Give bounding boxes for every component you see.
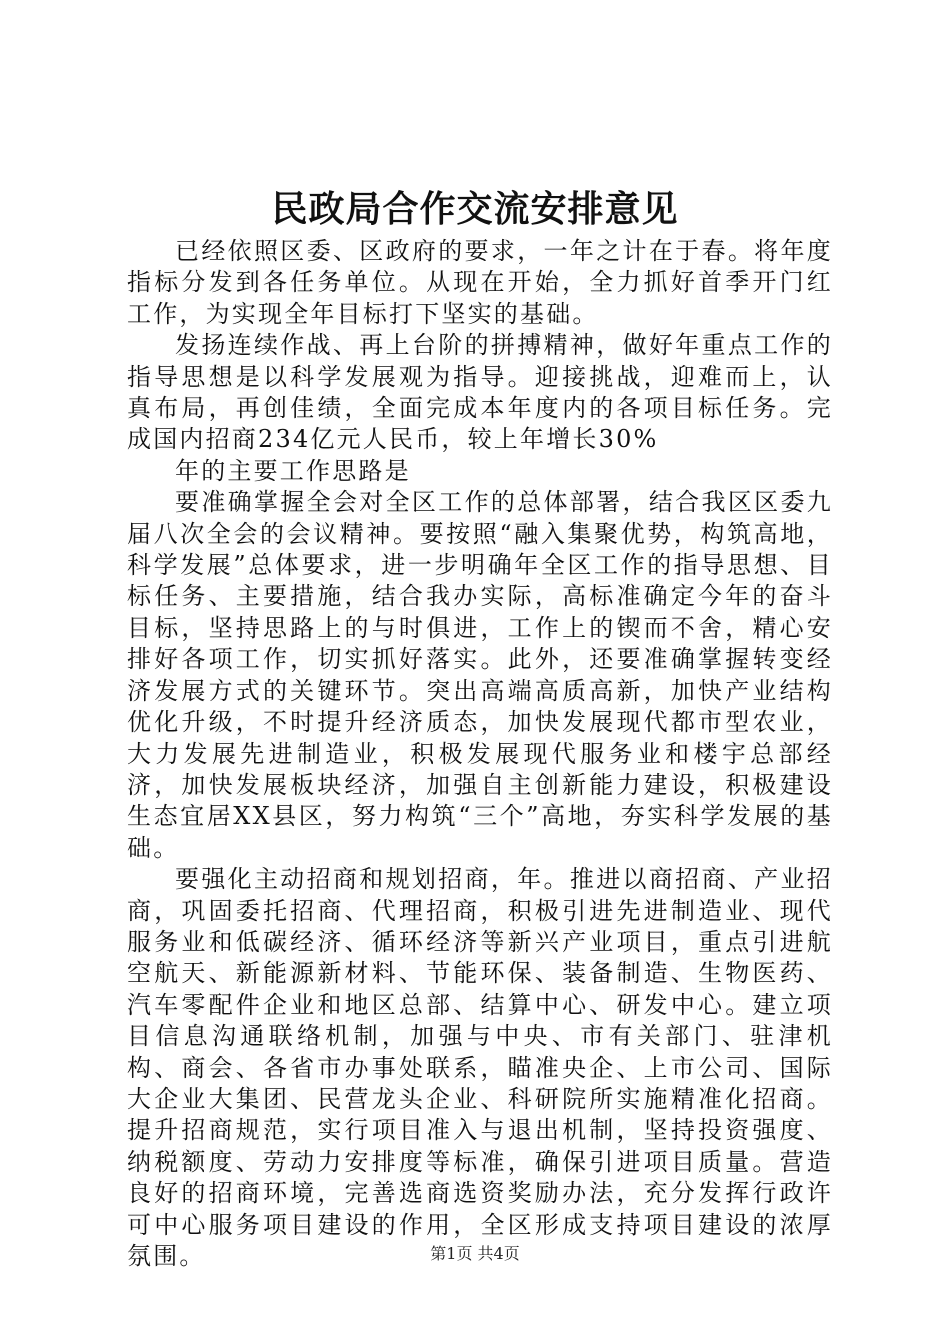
paragraph-4: 要准确掌握全会对全区工作的总体部署，结合我区区委九届八次全会的会议精神。要按照“融入集聚优势，构筑高地，科学发展”总体要求，进一步明确年全区工作的指导思想、目标任务、主要措施，结合我办实际，高标准确定今年的奋斗目标，坚持思路上的与时俱进，工作上的锲而不舍，精心安排好各项工作，切实抓好落实。此外，还要准确掌握转变经济发展方式的关键环节。突出高端高质高新，加快产业结构优化升级，不时提升经济质态，加快发展现代都市型农业，大力发展先进制造业，积极发展现代服务业和楼宇总部经济，加快发展板块经济，加强自主创新能力建设，积极建设生态宜居XX县区，努力构筑“三个”高地，夯实科学发展的基础。	[127, 488, 833, 862]
document-body	[127, 236, 833, 1272]
paragraph-1: 已经依照区委、区政府的要求，一年之计在于春。将年度指标分发到各任务单位。从现在开始，全力抓好首季开门红工作，为实现全年目标打下坚实的基础。	[127, 237, 833, 328]
paragraph-2: 发扬连续作战、再上台阶的拼搏精神，做好年重点工作的指导思想是以科学发展观为指导。迎接挑战，迎难而上，认真布局，再创佳绩，全面完成本年度内的各项目标任务。完成国内招商234亿元人民币，较上年增长30%	[127, 331, 833, 454]
paragraph-5: 要强化主动招商和规划招商，年。推进以商招商、产业招商，巩固委托招商、代理招商，积极引进先进制造业、现代服务业和低碳经济、循环经济等新兴产业项目，重点引进航空航天、新能源新材料、节能环保、装备制造、生物医药、汽车零配件企业和地区总部、结算中心、研发中心。建立项目信息沟通联络机制，加强与中央、市有关部门、驻津机构、商会、各省市办事处联系，瞄准央企、上市公司、国际大企业大集团、民营龙头企业、科研院所实施精准化招商。提升招商规范，实行项目准入与退出机制，坚持投资强度、纳税额度、劳动力安排度等标准，确保引进项目质量。营造良好的招商环境，完善选商选资奖励办法，充分发挥行政许可中心服务项目建设的作用，全区形成支持项目建设的浓厚氛围。	[127, 865, 833, 1270]
page-footer: 第1页 共4页	[430, 1244, 520, 1263]
paragraph-3: 年的主要工作思路是	[175, 456, 411, 485]
document-title: 民政局合作交流安排意见	[271, 188, 679, 230]
